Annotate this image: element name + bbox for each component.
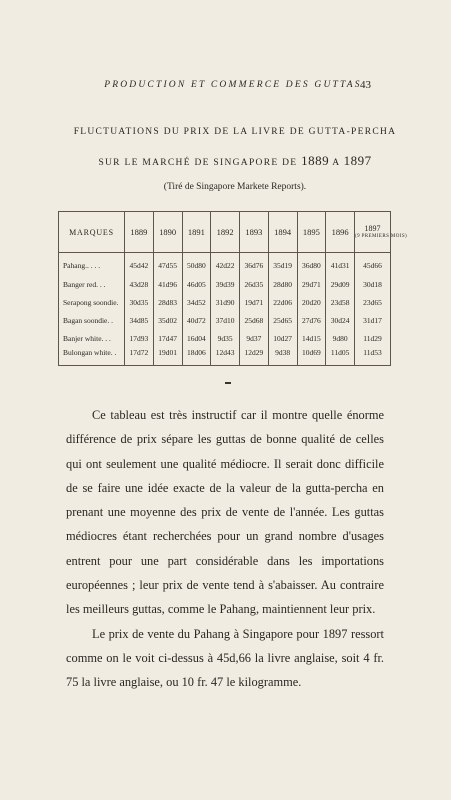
title-word-a: A — [332, 158, 340, 168]
price-cell: 45d66 — [355, 253, 391, 276]
price-cell: 11d05 — [326, 347, 355, 366]
table-source: (Tiré de Singapore Markete Reports). — [163, 182, 307, 192]
mark-cell: Banger red. . . — [59, 276, 125, 294]
page-number: 43 — [360, 79, 371, 91]
table-title-line2 — [40, 153, 430, 169]
price-cell: 36d76 — [240, 253, 269, 276]
column-header: 1893 — [240, 212, 269, 253]
price-cell: 17d47 — [153, 329, 182, 347]
price-cell: 34d52 — [182, 294, 211, 312]
price-cell: 34d85 — [125, 311, 154, 329]
price-cell: 42d22 — [211, 253, 240, 276]
price-cell: 47d55 — [153, 253, 182, 276]
price-cell: 9d35 — [211, 329, 240, 347]
price-cell: 9d38 — [268, 347, 297, 366]
mark-cell: Bulongan white. . — [59, 347, 125, 366]
price-cell: 29d09 — [326, 276, 355, 294]
last-header-year: 1897 — [364, 223, 381, 233]
price-cell: 41d31 — [326, 253, 355, 276]
price-cell: 22d06 — [268, 294, 297, 312]
column-header: 1889 — [125, 212, 154, 253]
separator-mark — [225, 382, 231, 384]
column-header: 1892 — [211, 212, 240, 253]
price-cell: 9d80 — [326, 329, 355, 347]
mark-cell: Pahang.. . . . — [59, 253, 125, 276]
mark-cell: Serapong soondie. — [59, 294, 125, 312]
price-cell: 10d69 — [297, 347, 326, 366]
price-cell: 28d83 — [153, 294, 182, 312]
last-header-note: (9 PREMIERS MOIS) — [355, 233, 408, 239]
table-row — [59, 253, 391, 276]
price-cell: 31d90 — [211, 294, 240, 312]
price-cell: 23d65 — [355, 294, 391, 312]
price-cell: 30d18 — [355, 276, 391, 294]
price-cell: 36d80 — [297, 253, 326, 276]
price-cell: 16d04 — [182, 329, 211, 347]
price-cell: 18d06 — [182, 347, 211, 366]
title-year-from: 1889 — [301, 153, 330, 168]
column-header: 1896 — [326, 212, 355, 253]
price-cell: 50d80 — [182, 253, 211, 276]
mark-cell: Banjer white. . . — [59, 329, 125, 347]
price-cell: 12d43 — [211, 347, 240, 366]
table-row — [59, 276, 391, 294]
table-row — [59, 329, 391, 347]
price-cell: 26d35 — [240, 276, 269, 294]
column-header: 1890 — [153, 212, 182, 253]
price-cell: 35d02 — [153, 311, 182, 329]
price-cell: 27d76 — [297, 311, 326, 329]
price-cell: 46d05 — [182, 276, 211, 294]
price-cell: 45d42 — [125, 253, 154, 276]
price-cell: 19d71 — [240, 294, 269, 312]
price-cell: 11d53 — [355, 347, 391, 366]
price-cell: 30d24 — [326, 311, 355, 329]
price-cell: 39d39 — [211, 276, 240, 294]
price-cell: 40d72 — [182, 311, 211, 329]
body-text — [66, 403, 384, 695]
table-header-row — [59, 212, 391, 253]
price-cell: 20d20 — [297, 294, 326, 312]
price-cell: 37d10 — [211, 311, 240, 329]
price-cell: 35d19 — [268, 253, 297, 276]
price-cell: 41d96 — [153, 276, 182, 294]
column-header-1897 — [355, 212, 408, 253]
price-cell: 14d15 — [297, 329, 326, 347]
paragraph: Le prix de vente du Pahang à Singapore pour 1897 ressort comme on le voit ci-dessus à 45d,66 la livre anglaise, soit 4 fr. 75 la livre anglaise, ou 10 fr. 47 le kilogramme. — [66, 626, 384, 690]
price-cell: 12d29 — [240, 347, 269, 366]
price-cell: 28d80 — [268, 276, 297, 294]
price-cell: 19d01 — [153, 347, 182, 366]
column-header: 1895 — [297, 212, 326, 253]
title-year-to: 1897 — [343, 153, 372, 168]
price-cell: 17d93 — [125, 329, 154, 347]
paragraph: Ce tableau est très instructif car il montre quelle énorme différence de prix sépare les guttas de bonne qualité de celles qui ont seulement une qualité médiocre. Il serait donc difficile de se faire une idée exacte de la valeur de la gutta-percha en prenant une moyenne des prix de vente de l'année. Les guttas médiocres étant recherchées pour un grand nombre d'usages entrent pour une part considérable dans les importations européennes ; leur prix de vente tend à s'abaisser. Au contraire les meilleurs guttas, comme le Pahang, maintiennent leur prix. — [66, 408, 384, 617]
column-header: 1894 — [268, 212, 297, 253]
price-cell: 31d17 — [355, 311, 391, 329]
running-header: PRODUCTION ET COMMERCE DES GUTTAS — [104, 80, 362, 90]
price-cell: 25d65 — [268, 311, 297, 329]
price-cell: 9d37 — [240, 329, 269, 347]
table-row — [59, 311, 391, 329]
mark-cell: Bagan soondie. . — [59, 311, 125, 329]
price-cell: 17d72 — [125, 347, 154, 366]
table-title-line1: FLUCTUATIONS DU PRIX DE LA LIVRE DE GUTTA-PERCHA — [73, 127, 397, 137]
price-cell: 11d29 — [355, 329, 391, 347]
price-cell: 10d27 — [268, 329, 297, 347]
title-prefix: SUR LE MARCHÉ DE SINGAPORE DE — [98, 158, 298, 168]
price-cell: 29d71 — [297, 276, 326, 294]
price-cell: 25d68 — [240, 311, 269, 329]
price-cell: 23d58 — [326, 294, 355, 312]
price-cell: 43d28 — [125, 276, 154, 294]
column-header: 1891 — [182, 212, 211, 253]
price-table — [58, 211, 408, 366]
column-header: MARQUES — [59, 212, 125, 253]
price-cell: 30d35 — [125, 294, 154, 312]
table-row — [59, 347, 391, 366]
table-row — [59, 294, 391, 312]
